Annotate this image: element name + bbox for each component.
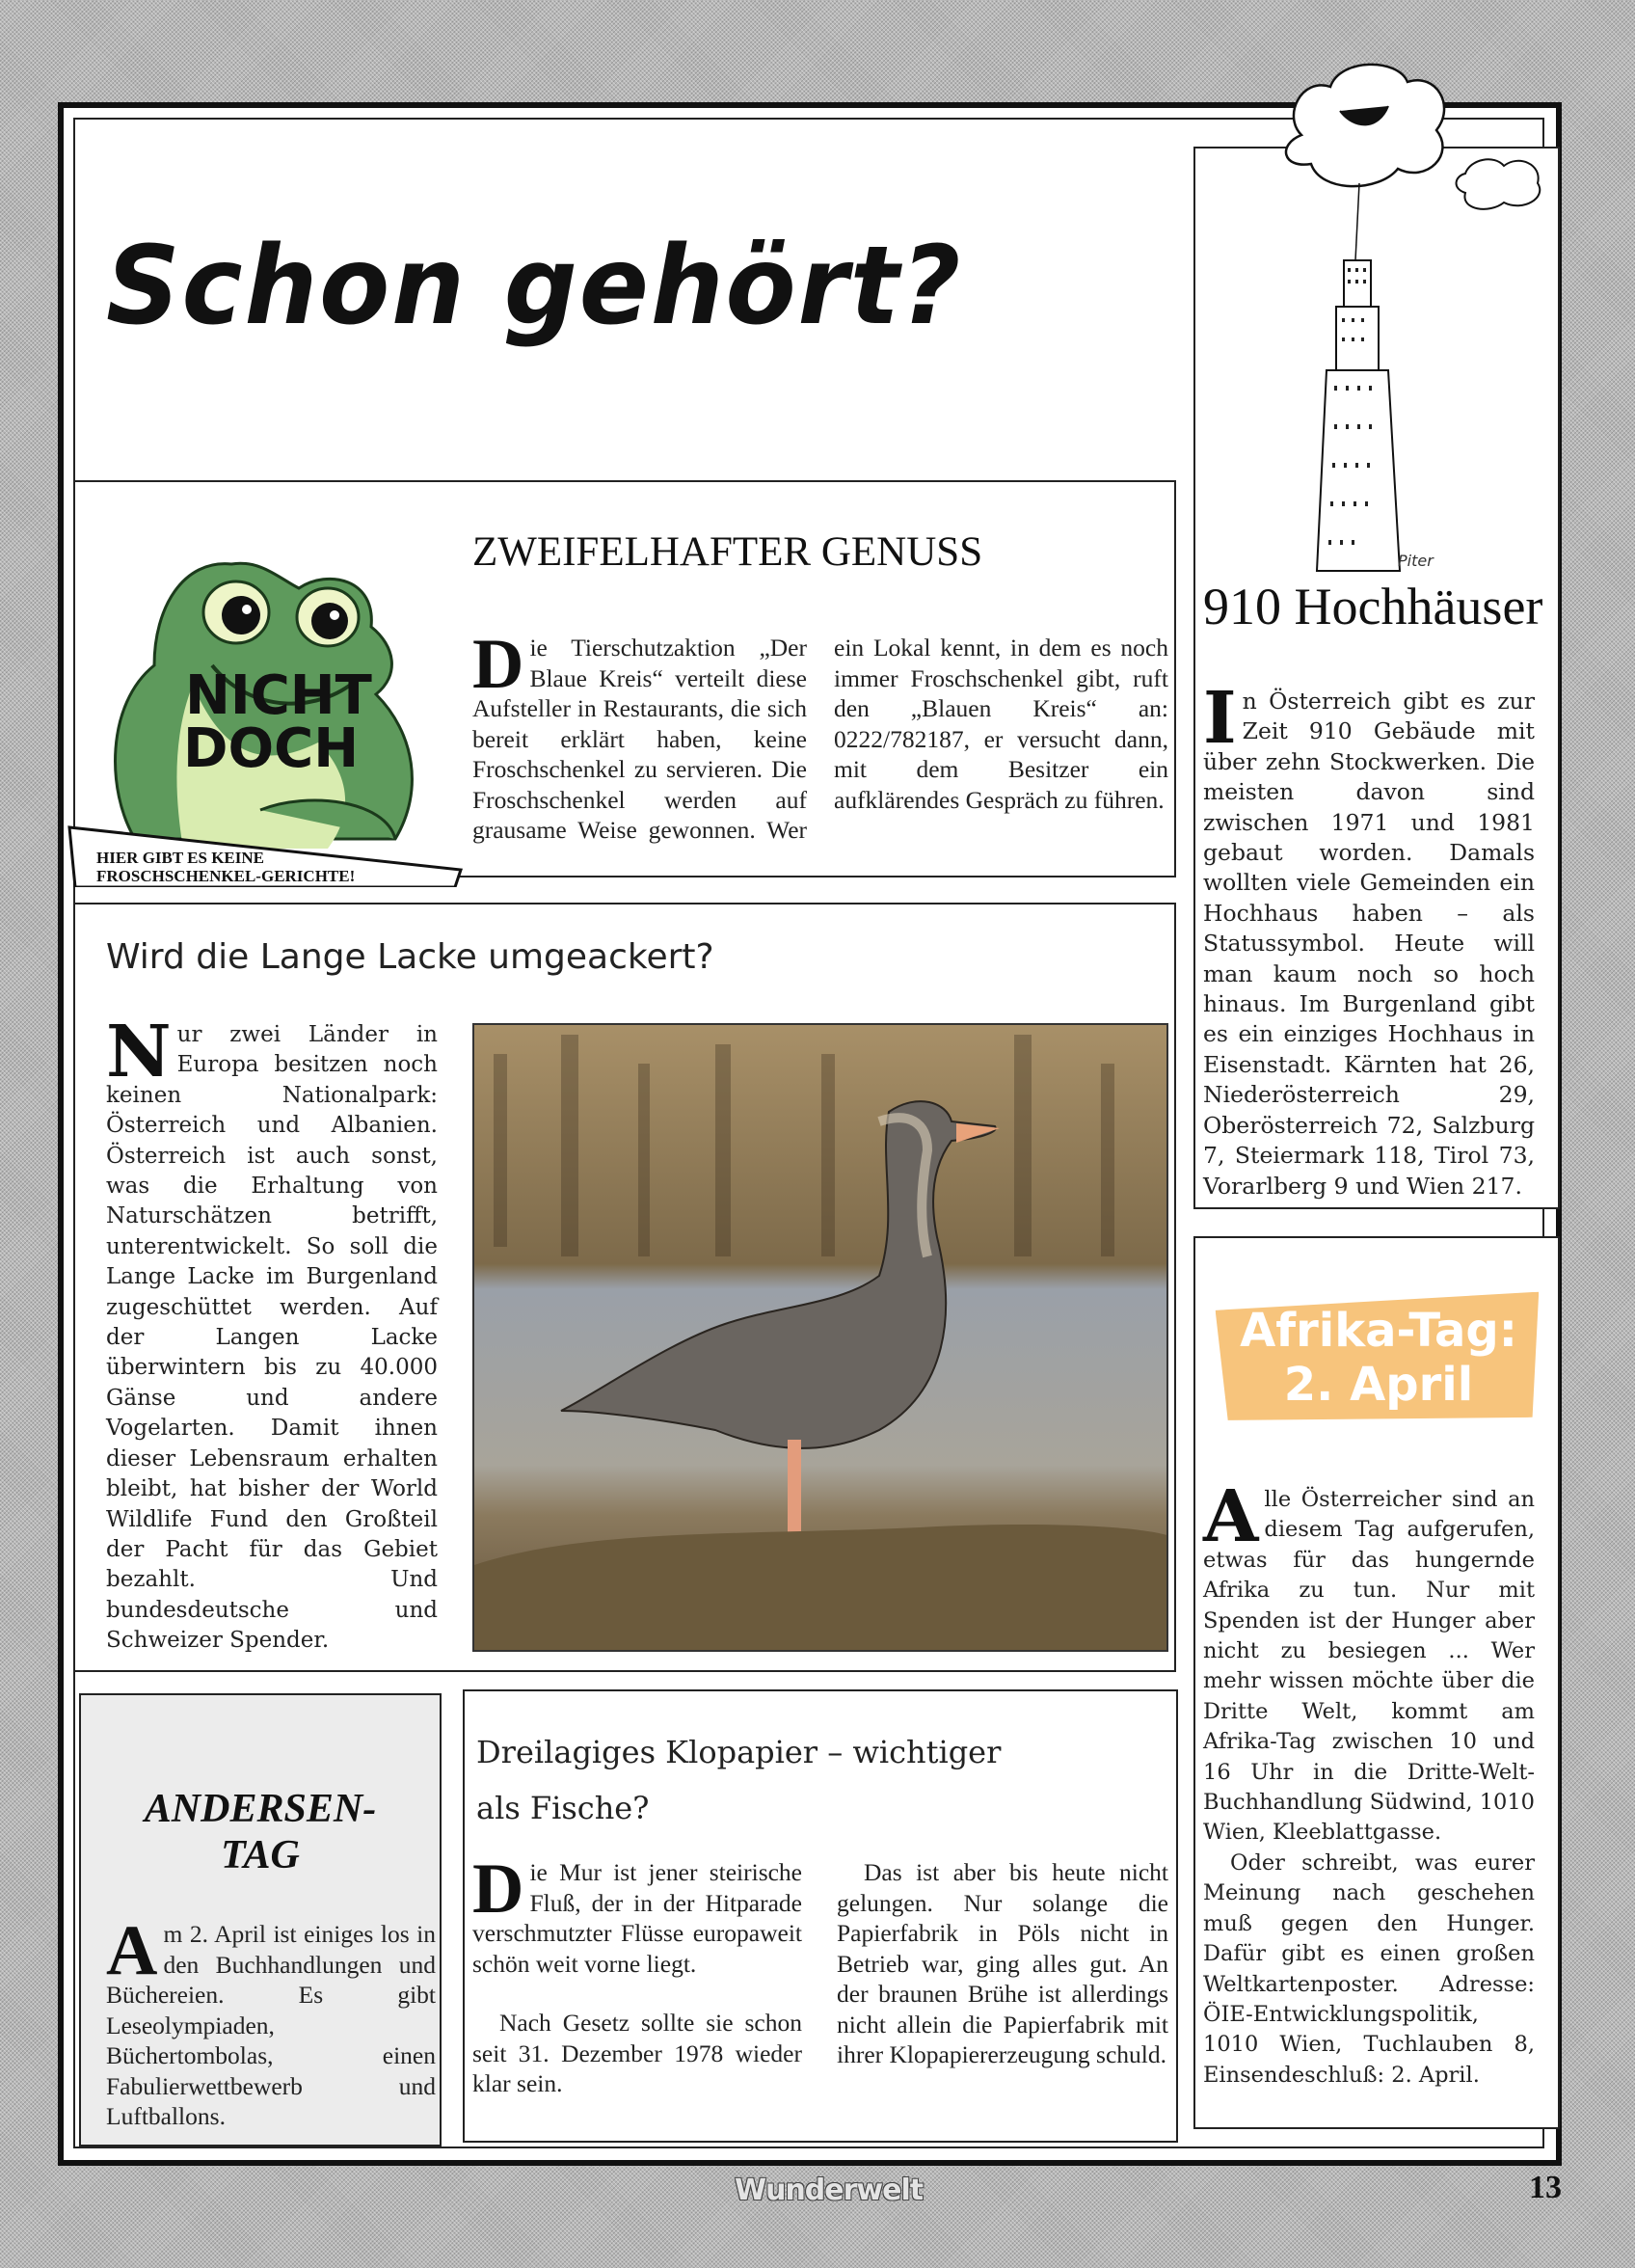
- drop-cap: D: [472, 1850, 524, 1929]
- andersen-tag-text: m 2. April ist einiges los in den Buchhandlungen und Büchereien. Es gibt Leseolympiaden, Büchertombolas, einen Fabulierwettbewerb und Luftballons.: [106, 1920, 436, 2130]
- lange-lacke-text: ur zwei Länder in Europa besitzen noch keinen Nationalpark: Österreich und Albanien. Österreich ist auch sonst, was die Erhaltung von Naturschätzen betrifft, unterentwickelt. So soll die Lange Lacke im Burgenland zugeschüttet werden. Auf der Langen Lacke überwintern bis zu 40.000 Gänse und andere Vogelarten. Damit ihnen dieser Lebensraum erhalten bleibt, hat bisher der World Wildlife Fund den Großteil der Pacht für das Gebiet bezahlt. Und bundesdeutsche und Schweizer Spender.: [106, 1022, 438, 1654]
- drop-cap: N: [106, 1011, 172, 1094]
- drop-cap: I: [1203, 677, 1237, 760]
- sign-text-doch: DOCH: [183, 717, 360, 780]
- page-title: Schon gehört?: [106, 224, 963, 349]
- sign-text-nicht: NICHT: [185, 664, 372, 727]
- froschschenkel-body: [472, 625, 1168, 874]
- drop-cap: A: [1203, 1475, 1259, 1558]
- drop-cap: A: [106, 1911, 158, 1990]
- drop-cap: D: [472, 625, 524, 704]
- afrika-tag-headline: [1217, 1304, 1541, 1412]
- lange-lacke-body: [106, 1011, 438, 1657]
- goose-photo: [472, 1023, 1168, 1652]
- sign-caption-1: HIER GIBT ES KEINE: [96, 849, 265, 867]
- klopapier-text-1: ie Mur ist jener steirische Fluß, der in der Hitparade verschmutzter Flüsse europaweit schön weit vorne liegt.: [472, 1858, 802, 1978]
- afrika-tag-body: [1203, 1475, 1535, 2091]
- klopapier-text-3: Das ist aber bis heute nicht gelungen. Nur solange die Papierfabrik in Pöls nicht in Betrieb war, ging alles gut. An der braunen Brühe ist allerdings nicht allein die Papierfabrik mit ihrer Klopapiererzeugung schuld.: [837, 1858, 1168, 2068]
- andersen-tag-body: [106, 1911, 436, 2132]
- cartoon-signature: Piter: [1398, 552, 1434, 570]
- afrika-tag-headline-line2: 2. April: [1283, 1358, 1474, 1412]
- klopapier-headline-line1: Dreilagiges Klopapier – wichtiger: [476, 1734, 1002, 1770]
- andersen-tag-headline: [79, 1786, 442, 1878]
- klopapier-text-2: Nach Gesetz sollte sie schon seit 31. Dezember 1978 wieder klar sein.: [472, 2009, 802, 2097]
- skyscraper-cloud-icon: [1263, 58, 1571, 579]
- klopapier-body-col2: [837, 1857, 1168, 2070]
- klopapier-headline-line2: als Fische?: [476, 1790, 650, 1826]
- page-number: 13: [1529, 2170, 1562, 2205]
- afrika-tag-text-2: Oder schreibt, was eurer Meinung nach geschehen muß gegen den Hunger. Dafür gibt es einen großen Weltkartenposter. Adresse: ÖIE-Entwicklungspolitik, 1010 Wien, Tuchlauben 8, Einsendeschluß: 2. April.: [1203, 1850, 1535, 2088]
- afrika-tag-text-1: lle Österreicher sind an diesem Tag aufgerufen, etwas für das hungernde Afrika zu tun. Nur mit Spenden ist der Hunger aber nicht zu besiegen ... Wer mehr wissen möchte über die Dritte Welt, kommt am Afrika-Tag zwischen 10 und 16 Uhr in die Dritte-Welt-Buchhandlung Südwind, 1010 Wien, Kleeblattgasse.: [1203, 1487, 1535, 1846]
- skyscraper-cartoon: [1263, 58, 1571, 579]
- hochhaeuser-text: n Österreich gibt es zur Zeit 910 Gebäude mit über zehn Stockwerken. Die meisten davon sind zwischen 1971 und 1981 gebaut worden. Damals wollten viele Gemeinden ein Hochhaus haben – als Statussymbol. Heute will man kaum noch so hoch hinaus. Im Burgenland gibt es ein einziges Hochhaus in Eisenstadt. Kärnten hat 26, Niederösterreich 29, Oberösterreich 72, Salzburg 7, Steiermark 118, Tirol 73, Vorarlberg 9 und Wien 217.: [1203, 688, 1535, 1200]
- hochhaeuser-body: [1203, 677, 1535, 1202]
- andersen-tag-headline-line1: ANDERSEN-: [144, 1787, 377, 1831]
- wunderwelt-logo: Wunderwelt: [735, 2174, 924, 2207]
- frog-icon: [67, 521, 463, 887]
- afrika-tag-headline-line1: Afrika-Tag:: [1240, 1304, 1517, 1358]
- hochhaeuser-headline: 910 Hochhäuser: [1203, 578, 1543, 635]
- frog-sign-illustration: [67, 521, 463, 887]
- klopapier-headline: [476, 1724, 1001, 1836]
- sign-caption-2: FROSCHSCHENKEL-GERICHTE!: [96, 867, 356, 885]
- klopapier-body-col1: [472, 1850, 802, 2099]
- froschschenkel-text: ie Tierschutzaktion „Der Blaue Kreis“ verteilt diese Aufsteller in Restaurants, die sich bereit erklärt haben, keine Froschschenkel zu servieren. Die Froschschenkel werden auf grausame Weise gewonnen. Wer ein Lokal kennt, in dem es noch immer Froschschenkel gibt, ruft den „Blauen Kreis“ an: 0222/782187, er versucht dann, mit dem Besitzer ein aufklärendes Gespräch zu führen.: [472, 634, 1168, 844]
- goose-image: [474, 1025, 1168, 1652]
- andersen-tag-headline-line2: TAG: [221, 1833, 300, 1877]
- lange-lacke-headline: Wird die Lange Lacke umgeackert?: [106, 937, 714, 977]
- froschschenkel-headline: ZWEIFELHAFTER GENUSS: [472, 529, 983, 575]
